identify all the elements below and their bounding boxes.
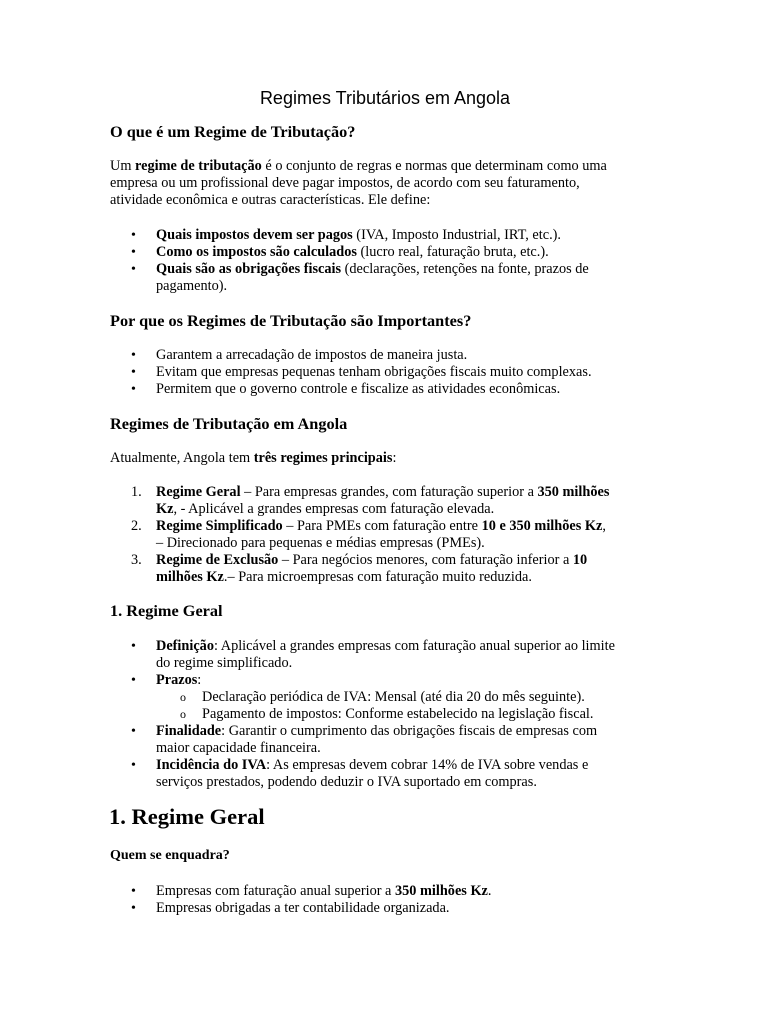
list-item-continuation: do regime simplificado.: [156, 655, 293, 671]
list-item: Finalidade: Garantir o cumprimento das obrigações fiscais de empresas com: [156, 723, 598, 739]
bullet-marker: •: [131, 901, 136, 916]
list-item-continuation: serviços prestados, podendo deduzir o IVA suportado em compras.: [156, 774, 537, 790]
bullet-marker: •: [131, 884, 136, 899]
list-item: Quais são as obrigações fiscais (declarações, retenções na fonte, prazos de: [156, 261, 589, 277]
sub-bullet-marker: o: [180, 707, 186, 721]
bullet-marker: •: [131, 673, 136, 688]
bullet-marker: •: [131, 245, 136, 260]
list-item-continuation: maior capacidade financeira.: [156, 740, 321, 756]
section-heading-large: 1. Regime Geral: [109, 804, 265, 829]
sub-list-item: Declaração periódica de IVA: Mensal (até dia 20 do mês seguinte).: [202, 689, 585, 705]
list-number: 1.: [131, 484, 142, 500]
list-item: Quais impostos devem ser pagos (IVA, Imposto Industrial, IRT, etc.).: [156, 227, 561, 243]
list-number: 2.: [131, 518, 142, 534]
list-item-continuation: pagamento).: [156, 278, 228, 294]
bullet-marker: •: [131, 724, 136, 739]
numbered-item: Regime Simplificado – Para PMEs com faturação entre 10 e 350 milhões Kz,: [156, 518, 606, 534]
list-item: Incidência do IVA: As empresas devem cobrar 14% de IVA sobre vendas e: [156, 757, 589, 773]
bullet-marker: •: [131, 348, 136, 363]
paragraph-line: Um regime de tributação é o conjunto de regras e normas que determinam como uma: [110, 158, 607, 174]
sub-list-item: Pagamento de impostos: Conforme estabelecido na legislação fiscal.: [202, 706, 594, 722]
list-item: Empresas obrigadas a ter contabilidade organizada.: [156, 900, 450, 916]
bullet-marker: •: [131, 382, 136, 397]
list-item: Empresas com faturação anual superior a 350 milhões Kz.: [156, 883, 492, 899]
list-item: Definição: Aplicável a grandes empresas com faturação anual superior ao limite: [156, 638, 615, 654]
bullet-marker: •: [131, 758, 136, 773]
list-item: Permitem que o governo controle e fiscalize as atividades econômicas.: [156, 381, 561, 397]
numbered-item-continuation: – Direcionado para pequenas e médias empresas (PMEs).: [156, 535, 485, 551]
numbered-item-continuation: Kz, - Aplicável a grandes empresas com faturação elevada.: [156, 501, 495, 517]
sub-bullet-marker: o: [180, 690, 186, 704]
paragraph-intro: Atualmente, Angola tem três regimes principais:: [110, 450, 397, 466]
subheading-who-qualifies: Quem se enquadra?: [110, 848, 230, 863]
paragraph-line: atividade econômica e outras características. Ele define:: [110, 192, 431, 208]
numbered-item: Regime Geral – Para empresas grandes, com faturação superior a 350 milhões: [156, 484, 610, 500]
list-item: Como os impostos são calculados (lucro real, faturação bruta, etc.).: [156, 244, 549, 260]
section-heading-regime-geral: 1. Regime Geral: [110, 601, 223, 620]
section-heading-what-is: O que é um Regime de Tributação?: [110, 122, 356, 141]
list-item: Garantem a arrecadação de impostos de maneira justa.: [156, 347, 468, 363]
list-item: Prazos:: [156, 672, 202, 688]
numbered-item: Regime de Exclusão – Para negócios menores, com faturação inferior a 10: [156, 552, 588, 568]
section-heading-why-important: Por que os Regimes de Tributação são Importantes?: [110, 311, 472, 330]
list-number: 3.: [131, 552, 142, 568]
document-title: Regimes Tributários em Angola: [259, 88, 511, 108]
list-item: Evitam que empresas pequenas tenham obrigações fiscais muito complexas.: [156, 364, 592, 380]
bullet-marker: •: [131, 639, 136, 654]
bullet-marker: •: [131, 365, 136, 380]
paragraph-line: empresa ou um profissional deve pagar impostos, de acordo com seu faturamento,: [110, 175, 580, 191]
bullet-marker: •: [131, 262, 136, 277]
bullet-marker: •: [131, 228, 136, 243]
numbered-item-continuation: milhões Kz.– Para microempresas com faturação muito reduzida.: [156, 569, 532, 585]
section-heading-regimes-angola: Regimes de Tributação em Angola: [110, 414, 348, 433]
